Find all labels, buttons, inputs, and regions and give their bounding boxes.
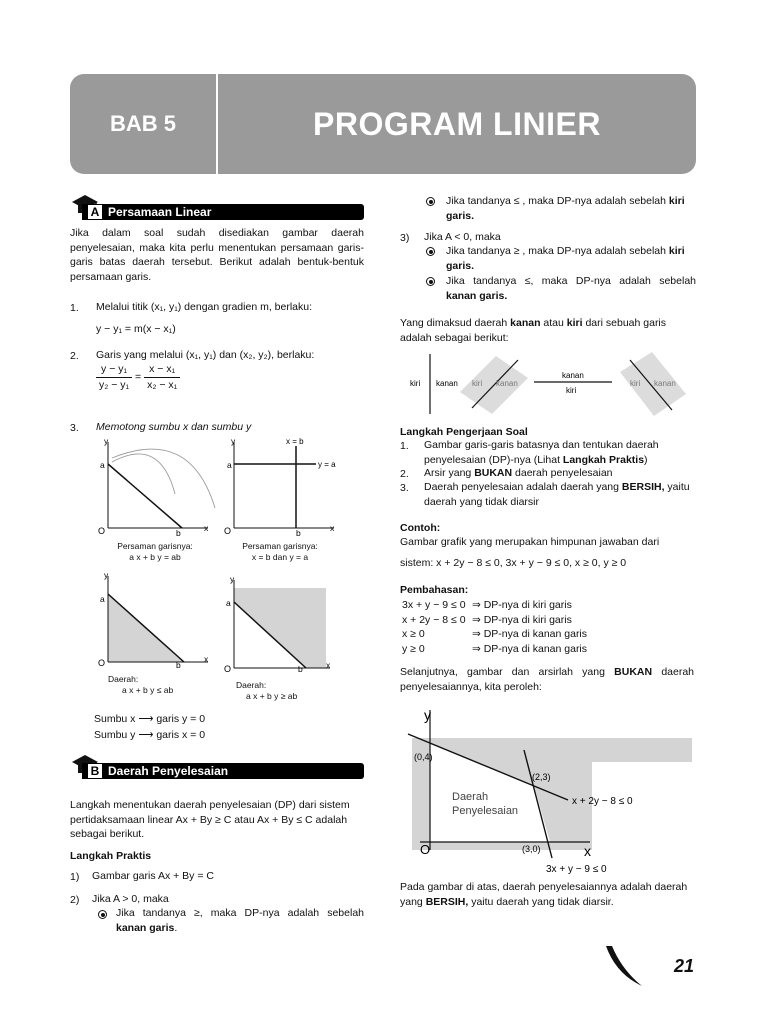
- g2-b: b: [296, 528, 301, 538]
- item2-formula: $\frac{\text{y − y₁}}{\text{y₂ − y₁}}$ = $\frac{\text{x − x₁}}{\text{x₂ − x₁}}$: [96, 362, 180, 392]
- step2-number: 2): [70, 894, 80, 906]
- d2-kanan: kanan: [496, 379, 518, 388]
- d4-kiri: kiri: [630, 379, 641, 388]
- kk-kanan: kanan: [510, 317, 541, 329]
- pb-row: [402, 627, 587, 642]
- pb-ineq: x + 2y − 8 ≤ 0: [402, 613, 466, 626]
- step3-b2-bold: kanan garis.: [446, 289, 508, 302]
- g3-a: a: [100, 594, 105, 604]
- g3-caption-2: a x + b y ≤ ab: [122, 685, 174, 695]
- g1-o: O: [98, 526, 106, 536]
- g2-yeqa: y = a: [318, 460, 336, 469]
- g4-a: a: [226, 598, 231, 608]
- p2-end: daerah penyelesaian: [515, 467, 613, 479]
- step2-b2-bold: kiri garis.: [446, 195, 685, 222]
- eg-daerah-2: Penyelesaian: [452, 805, 519, 817]
- pb-ineq: x ≥ 0: [402, 628, 425, 640]
- item1-text: Melalui titik (x₁, y₁) dengan gradien m, berlaku:: [96, 301, 313, 313]
- eg-x: x: [584, 843, 591, 859]
- g2-caption-2: x = b dan y = a: [251, 552, 309, 562]
- graph-region-above: [222, 574, 342, 674]
- bullet-icon: [98, 910, 107, 919]
- d2-kiri: kiri: [472, 379, 483, 388]
- sel-2: daerah penyelesaiannya, kita peroleh:: [400, 666, 695, 693]
- step2-b1-bold: kanan garis: [116, 921, 175, 934]
- g2-a: a: [227, 460, 232, 470]
- item2-text: Garis yang melalui (x₁, y₁) dan (x₂, y₂), berlaku:: [96, 349, 315, 361]
- g1-caption: [100, 541, 210, 563]
- bullet-icon: [426, 277, 435, 286]
- d4-kanan: kanan: [654, 379, 676, 388]
- example-graph: [400, 702, 696, 878]
- item2-number: 2.: [70, 350, 79, 362]
- kanan-kiri-intro: [400, 316, 696, 345]
- p3-bold: BERSIH,: [621, 481, 665, 493]
- g2-o: O: [224, 526, 232, 536]
- langkah-praktis-title: Langkah Praktis: [70, 850, 152, 862]
- bullet-icon: [426, 197, 435, 206]
- graph-vertical-horizontal-lines: [222, 436, 342, 538]
- eg-o: O: [420, 842, 431, 857]
- item1-equation: y − y₁ = m(x − x₁): [96, 323, 176, 335]
- sel-1: Selanjutnya, gambar dan arsirlah yang: [400, 666, 605, 678]
- g4-caption-1: Daerah:: [236, 680, 267, 690]
- g2-xeqb: x = b: [286, 437, 304, 446]
- p2-bold: BUKAN: [474, 467, 513, 479]
- p2-text: [424, 466, 698, 481]
- eg-line2: 3x + y − 9 ≤ 0: [546, 864, 607, 875]
- step3-text: Jika A < 0, maka: [424, 231, 501, 243]
- chapter-label: BAB 5: [109, 111, 176, 136]
- selanjutnya-text: [400, 665, 694, 694]
- g3-y: y: [104, 570, 109, 580]
- closing-2: yaitu daerah yang tidak diarsir.: [471, 895, 614, 908]
- pembahasan-list: [402, 598, 587, 656]
- sumbu-y-note: Sumbu y ⟶ garis x = 0: [94, 729, 206, 741]
- pb-res: ⇒ DP-nya di kiri garis: [472, 599, 572, 611]
- kk-text-3: dari sebuah garis adalah sebagai berikut:: [400, 317, 667, 344]
- g3-b: b: [176, 660, 181, 670]
- page-swoosh-icon: [604, 944, 644, 988]
- step3-b1-bold: kiri garis.: [446, 245, 685, 272]
- kk-text-2: atau: [543, 317, 564, 329]
- page-number: 21: [674, 956, 695, 976]
- d3-kiri: kiri: [566, 386, 577, 395]
- item2-num1: y − y₁: [96, 362, 132, 378]
- closing-text: [400, 880, 696, 909]
- g4-o: O: [224, 664, 232, 674]
- closing-1: Pada gambar di atas, daerah penyelesaiannya adalah daerah yang: [400, 881, 688, 908]
- g4-caption: [236, 680, 336, 702]
- contoh-system: sistem: x + 2y − 8 ≤ 0, 3x + y − 9 ≤ 0, x ≥ 0, y ≥ 0: [400, 557, 627, 569]
- pb-row: [402, 613, 587, 628]
- g1-b: b: [176, 528, 181, 538]
- pb-ineq: 3x + y − 9 ≤ 0: [402, 599, 466, 611]
- item3-text: Memotong sumbu x dan sumbu y: [96, 421, 252, 433]
- g1-caption-1: Persaman garisnya:: [117, 541, 193, 551]
- d1-kanan: kanan: [436, 379, 458, 388]
- g1-y: y: [104, 436, 109, 446]
- section-a-intro: Jika dalam soal sudah disediakan gambar daerah penyelesaian, maka kita perlu menentukan persamaan garis-garis batas daerah tersebut. Berikut adalah bentuk-bentuk persamaan garis.: [70, 227, 364, 283]
- pb-row: [402, 642, 587, 657]
- pengerjaan-title: Langkah Pengerjaan Soal: [400, 426, 528, 438]
- step1-text: Gambar garis Ax + By = C: [92, 870, 214, 882]
- g3-x: x: [204, 654, 209, 664]
- closing-bold: BERSIH,: [425, 895, 469, 908]
- p3-number: 3.: [400, 482, 409, 494]
- eg-line1: x + 2y − 8 ≤ 0: [572, 796, 633, 807]
- step3-number: 3): [400, 232, 410, 244]
- step2-b1-text: Jika tandanya ≥, maka DP-nya adalah sebelah: [116, 907, 364, 919]
- bullet-icon: [426, 247, 435, 256]
- eg-daerah-1: Daerah: [452, 791, 489, 803]
- chapter-title: PROGRAM LINIER: [313, 105, 601, 142]
- item2-den1: y₂ − y₁: [99, 378, 130, 391]
- section-b-letter: B: [88, 764, 102, 778]
- p1-bold: Langkah Praktis: [562, 453, 645, 466]
- g3-caption: [108, 674, 208, 696]
- p2-main: Arsir yang: [424, 467, 472, 479]
- g1-caption-2: a x + b y = ab: [129, 552, 181, 562]
- sel-bold: BUKAN: [614, 666, 653, 678]
- eg-y: y: [424, 707, 431, 723]
- g4-b: b: [298, 664, 303, 674]
- g1-a: a: [100, 460, 105, 470]
- section-b-title: Daerah Penyelesaian: [108, 764, 229, 778]
- g3-caption-1: Daerah:: [108, 674, 139, 684]
- item2-num2: x − x₁: [144, 362, 180, 378]
- g4-y: y: [230, 574, 235, 584]
- contoh-text: Gambar grafik yang merupakan himpunan jawaban dari: [400, 536, 660, 548]
- step2-bullet-2: [446, 194, 696, 223]
- section-b-intro: Langkah menentukan daerah penyelesaian (DP) dari sistem pertidaksamaan linear Ax + By ≥ C atau Ax + By ≤ C adalah sebagai berikut.: [70, 799, 350, 840]
- eg-p30: (3,0): [522, 844, 541, 854]
- section-a-letter: A: [88, 205, 102, 219]
- g1-x: x: [204, 523, 209, 533]
- step3-bullet-2: [446, 274, 696, 303]
- eg-p04: (0,4): [414, 752, 433, 762]
- p1-number: 1.: [400, 440, 409, 452]
- section-a-title: Persamaan Linear: [108, 205, 212, 219]
- p3-text: [424, 480, 698, 509]
- p1-end: ): [644, 453, 648, 466]
- eg-p23: (2,3): [532, 772, 551, 782]
- g2-caption: [222, 541, 338, 563]
- p1-main: Gambar garis-garis batasnya dan tentukan daerah penyelesaian (DP)-nya (Lihat: [424, 439, 659, 466]
- kk-text-1: Yang dimaksud daerah: [400, 317, 508, 329]
- d1-kiri: kiri: [410, 379, 421, 388]
- item1-number: 1.: [70, 302, 79, 314]
- step3-b1-text: Jika tandanya ≥ , maka DP-nya adalah sebelah: [446, 245, 666, 257]
- step2-text: Jika A > 0, maka: [92, 893, 169, 905]
- left-right-diagrams: [400, 348, 696, 420]
- section-a-bar: [82, 204, 364, 220]
- item3-number: 3.: [70, 422, 79, 434]
- step3-bullet-1: [446, 244, 696, 273]
- pb-res: ⇒ DP-nya di kiri garis: [472, 613, 572, 626]
- section-b-bar: [82, 763, 364, 779]
- g2-x: x: [330, 523, 335, 533]
- contoh-title: Contoh:: [400, 522, 441, 534]
- step2-b2-text: Jika tandanya ≤ , maka DP-nya adalah sebelah: [446, 195, 666, 207]
- pb-res: ⇒ DP-nya di kanan garis: [472, 628, 588, 640]
- graph-intercept-line: [90, 436, 220, 538]
- step3-b2-text: Jika tandanya ≤, maka DP-nya adalah sebelah: [446, 275, 696, 287]
- graph-region-below: [90, 570, 220, 670]
- pb-res: ⇒ DP-nya di kanan garis: [472, 642, 588, 655]
- step2-bullet-1: Jika tandanya ≥, maka DP-nya adalah sebelah kanan garis.: [116, 907, 364, 934]
- step1-number: 1): [70, 871, 80, 883]
- g2-y: y: [231, 436, 236, 446]
- pb-row: [402, 598, 587, 613]
- d3-kanan: kanan: [562, 371, 584, 380]
- g3-o: O: [98, 658, 106, 668]
- item2-den2: x₂ − x₁: [147, 378, 178, 391]
- kk-kiri: kiri: [566, 317, 583, 329]
- sumbu-x-note: Sumbu x ⟶ garis y = 0: [94, 713, 206, 725]
- g4-caption-2: a x + b y ≥ ab: [246, 691, 298, 701]
- p3-main: Daerah penyelesaian adalah daerah yang: [424, 481, 619, 493]
- pb-ineq: y ≥ 0: [402, 642, 425, 655]
- p3-end: yaitu daerah yang tidak diarsir: [424, 481, 690, 508]
- g2-caption-1: Persaman garisnya:: [242, 541, 318, 551]
- pembahasan-title: Pembahasan:: [400, 584, 469, 596]
- p2-number: 2.: [400, 468, 409, 480]
- g4-x: x: [326, 660, 331, 670]
- p1-text: [424, 438, 698, 467]
